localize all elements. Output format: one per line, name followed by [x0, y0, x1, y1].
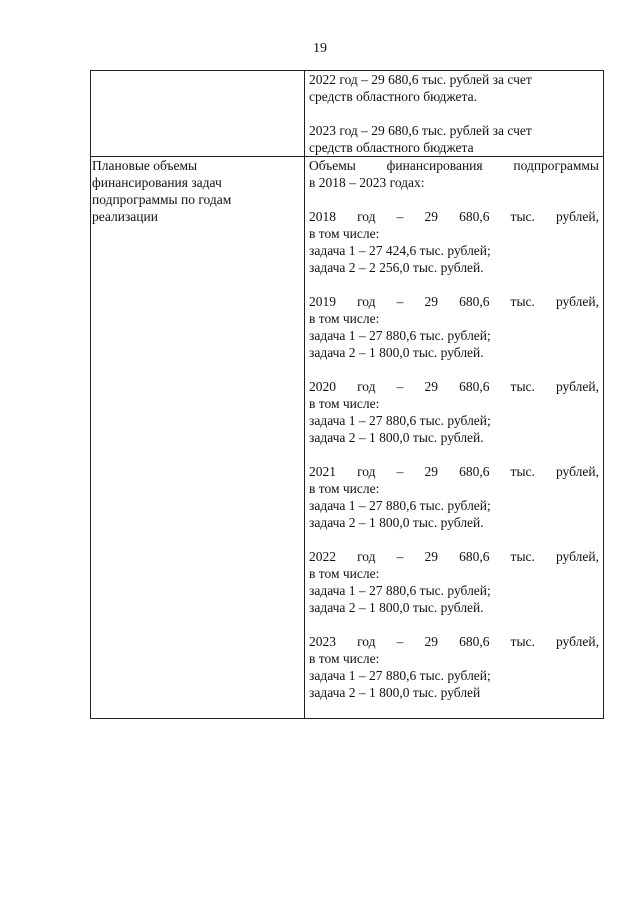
year-head: 2021 год – 29 680,6 тыс. рублей, [309, 464, 599, 479]
table-row [91, 157, 604, 719]
year-head: 2019 год – 29 680,6 тыс. рублей, [309, 294, 599, 309]
task2-line: задача 2 – 2 256,0 тыс. рублей. [309, 260, 484, 275]
year-block [309, 378, 599, 446]
year-head: 2023 год – 29 680,6 тыс. рублей, [309, 634, 599, 649]
task2-line: задача 2 – 1 800,0 тыс. рублей. [309, 600, 484, 615]
year-head: 2018 год – 29 680,6 тыс. рублей, [309, 209, 599, 224]
row1-line: 2023 год – 29 680,6 тыс. рублей за счет [309, 123, 532, 138]
year-sub: в том числе: [309, 481, 380, 496]
year-block [309, 633, 599, 701]
intro-line: Объемы финансирования подпрограммы [309, 158, 599, 173]
row2-left-line: финансирования задач [92, 175, 222, 190]
year-sub: в том числе: [309, 226, 380, 241]
table-row [91, 71, 604, 157]
row2-left-line: Плановые объемы [92, 158, 198, 173]
row1-line: 2022 год – 29 680,6 тыс. рублей за счет [309, 72, 532, 87]
row1-right-cell [305, 71, 604, 157]
intro-line: в 2018 – 2023 годах: [309, 175, 425, 190]
funding-table [90, 70, 604, 719]
task1-line: задача 1 – 27 880,6 тыс. рублей; [309, 328, 491, 343]
task2-line: задача 2 – 1 800,0 тыс. рублей. [309, 515, 484, 530]
task1-line: задача 1 – 27 880,6 тыс. рублей; [309, 413, 491, 428]
row1-left-cell [91, 71, 305, 157]
page-number: 19 [313, 41, 327, 56]
year-block [309, 548, 599, 616]
year-head: 2020 год – 29 680,6 тыс. рублей, [309, 379, 599, 394]
year-head: 2022 год – 29 680,6 тыс. рублей, [309, 549, 599, 564]
task1-line: задача 1 – 27 880,6 тыс. рублей; [309, 583, 491, 598]
task1-line: задача 1 – 27 880,6 тыс. рублей; [309, 498, 491, 513]
task1-line: задача 1 – 27 424,6 тыс. рублей; [309, 243, 491, 258]
year-sub: в том числе: [309, 566, 380, 581]
row1-line: средств областного бюджета [309, 140, 474, 155]
row2-left-cell [91, 157, 305, 719]
row2-left-line: реализации [92, 209, 158, 224]
year-block [309, 293, 599, 361]
year-sub: в том числе: [309, 396, 380, 411]
task2-line: задача 2 – 1 800,0 тыс. рублей. [309, 345, 484, 360]
year-sub: в том числе: [309, 651, 380, 666]
year-block [309, 463, 599, 531]
year-sub: в том числе: [309, 311, 380, 326]
task1-line: задача 1 – 27 880,6 тыс. рублей; [309, 668, 491, 683]
year-block [309, 208, 599, 276]
row2-right-cell [305, 157, 604, 719]
row2-left-line: подпрограммы по годам [92, 192, 232, 207]
task2-line: задача 2 – 1 800,0 тыс. рублей [309, 685, 481, 700]
task2-line: задача 2 – 1 800,0 тыс. рублей. [309, 430, 484, 445]
row1-line: средств областного бюджета. [309, 89, 477, 104]
